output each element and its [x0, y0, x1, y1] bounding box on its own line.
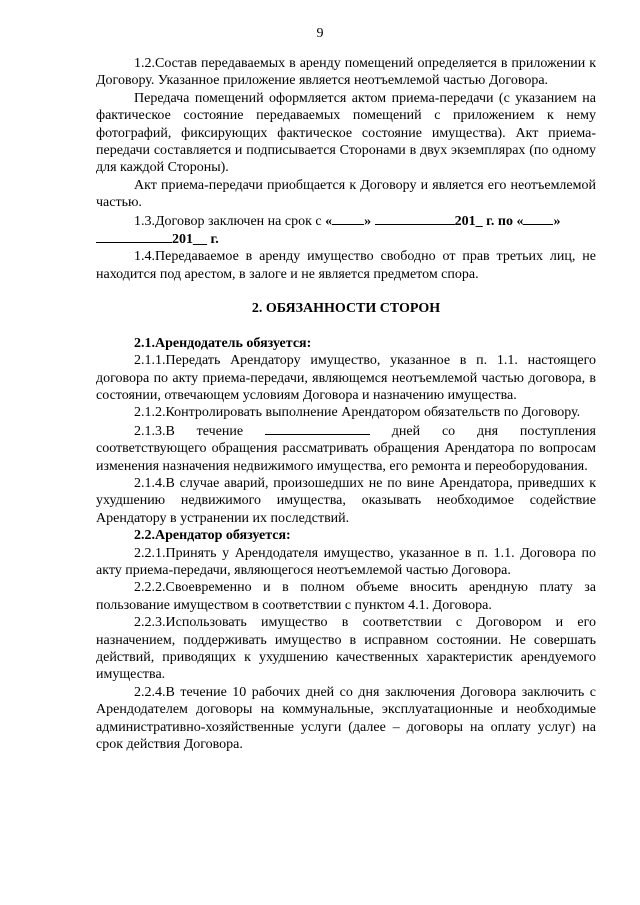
clause-2-1-1: 2.1.1.Передать Арендатору имущество, указанное в п. 1.1. настоящего договора по акту приема-передачи, являющемся неотъемлемой частью договора, в состоянии, отвечающем условиям Договора и назначению имущества.: [96, 353, 596, 403]
paragraph-transfer: Передача помещений оформляется актом приема-передачи (с указанием на фактическое состояние передаваемых помещений с приложением к нему фотографий, фиксирующих фактическое состояние имущества). Акт приема-передачи составляется и подписывается Сторонами в двух экземплярах (по одному для каждой Стороны).: [96, 90, 596, 176]
clause-2-1-4: 2.1.4.В случае аварий, произошедших не по вине Арендатора, приведших к ухудшению недвижимого имущества, оказывать необходимое содействие Арендатору в устранении их последствий.: [96, 475, 596, 526]
clause-2-2-3: 2.2.3.Использовать имущество в соответствии с Договором и его назначением, поддерживать имущество в исправном состоянии. Не совершать действий, приводящих к ухудшению качественных характеристик арендуемого имущества.: [96, 615, 596, 683]
blank-month-end: [96, 230, 172, 243]
blank-day-end: [523, 212, 553, 225]
page-number: 9: [316, 26, 324, 41]
clause-2-2-2: 2.2.2.Своевременно и в полном объеме вносить арендную плату за пользование имуществом в соответствии с пунктом 4.1. Договора.: [96, 580, 596, 613]
quote-close: »: [364, 213, 372, 229]
year-mid: 201_ г. по: [454, 213, 517, 229]
quote-close-2: »: [553, 213, 561, 229]
blank-days: [265, 422, 370, 435]
quote-open-2: «: [516, 213, 524, 229]
blank-month-start: [375, 212, 455, 225]
clause-2-1-3-prefix: 2.1.3.В течение: [134, 423, 265, 439]
clause-1-3: [96, 212, 596, 249]
clause-2-2-1: 2.2.1.Принять у Арендодателя имущество, указанное в п. 1.1. Договора по акту приема-передачи, являющегося неотъемлемой частью Договора.: [96, 545, 596, 578]
section-2-2-title: 2.2.Арендатор обязуется:: [134, 528, 291, 544]
section-2-title: 2. ОБЯЗАННОСТИ СТОРОН: [251, 301, 441, 317]
blank-day-start: [332, 212, 364, 225]
clause-2-1-3: [96, 422, 596, 475]
clause-2-2-4: 2.2.4.В течение 10 рабочих дней со дня заключения Договора заключить с Арендодателем договоры на коммунальные, эксплуатационные и необходимые административно-хозяйственные услуги (далее – договоры на оплату услуг) на срок действия Договора.: [96, 684, 596, 753]
clause-1-3-prefix: 1.3.Договор заключен на срок с: [134, 213, 326, 229]
clause-1-2: 1.2.Состав передаваемых в аренду помещений определяется в приложении к Договору. Указанное приложение является неотъемлемой частью Договора.: [96, 56, 596, 89]
quote-open: «: [325, 213, 333, 229]
document-body: [96, 55, 596, 753]
year-end: 201__ г.: [172, 232, 219, 248]
clause-2-1-2: 2.1.2.Контролировать выполнение Арендатором обязательств по Договору.: [134, 405, 581, 421]
paragraph-act: Акт приема-передачи приобщается к Договору и является его неотъемлемой частью.: [96, 177, 596, 211]
section-2-1-title: 2.1.Арендодатель обязуется:: [134, 335, 312, 351]
clause-2-1-3-suffix: дней со дня поступления соответствующего обращения рассматривать обращения Арендатора по вопросам изменения назначения недвижимого имущества, его ремонта и переоборудования.: [96, 423, 596, 474]
clause-1-4: 1.4.Передаваемое в аренду имущество свободно от прав третьих лиц, не находится под арестом, в залоге и не является предметом спора.: [96, 249, 596, 282]
